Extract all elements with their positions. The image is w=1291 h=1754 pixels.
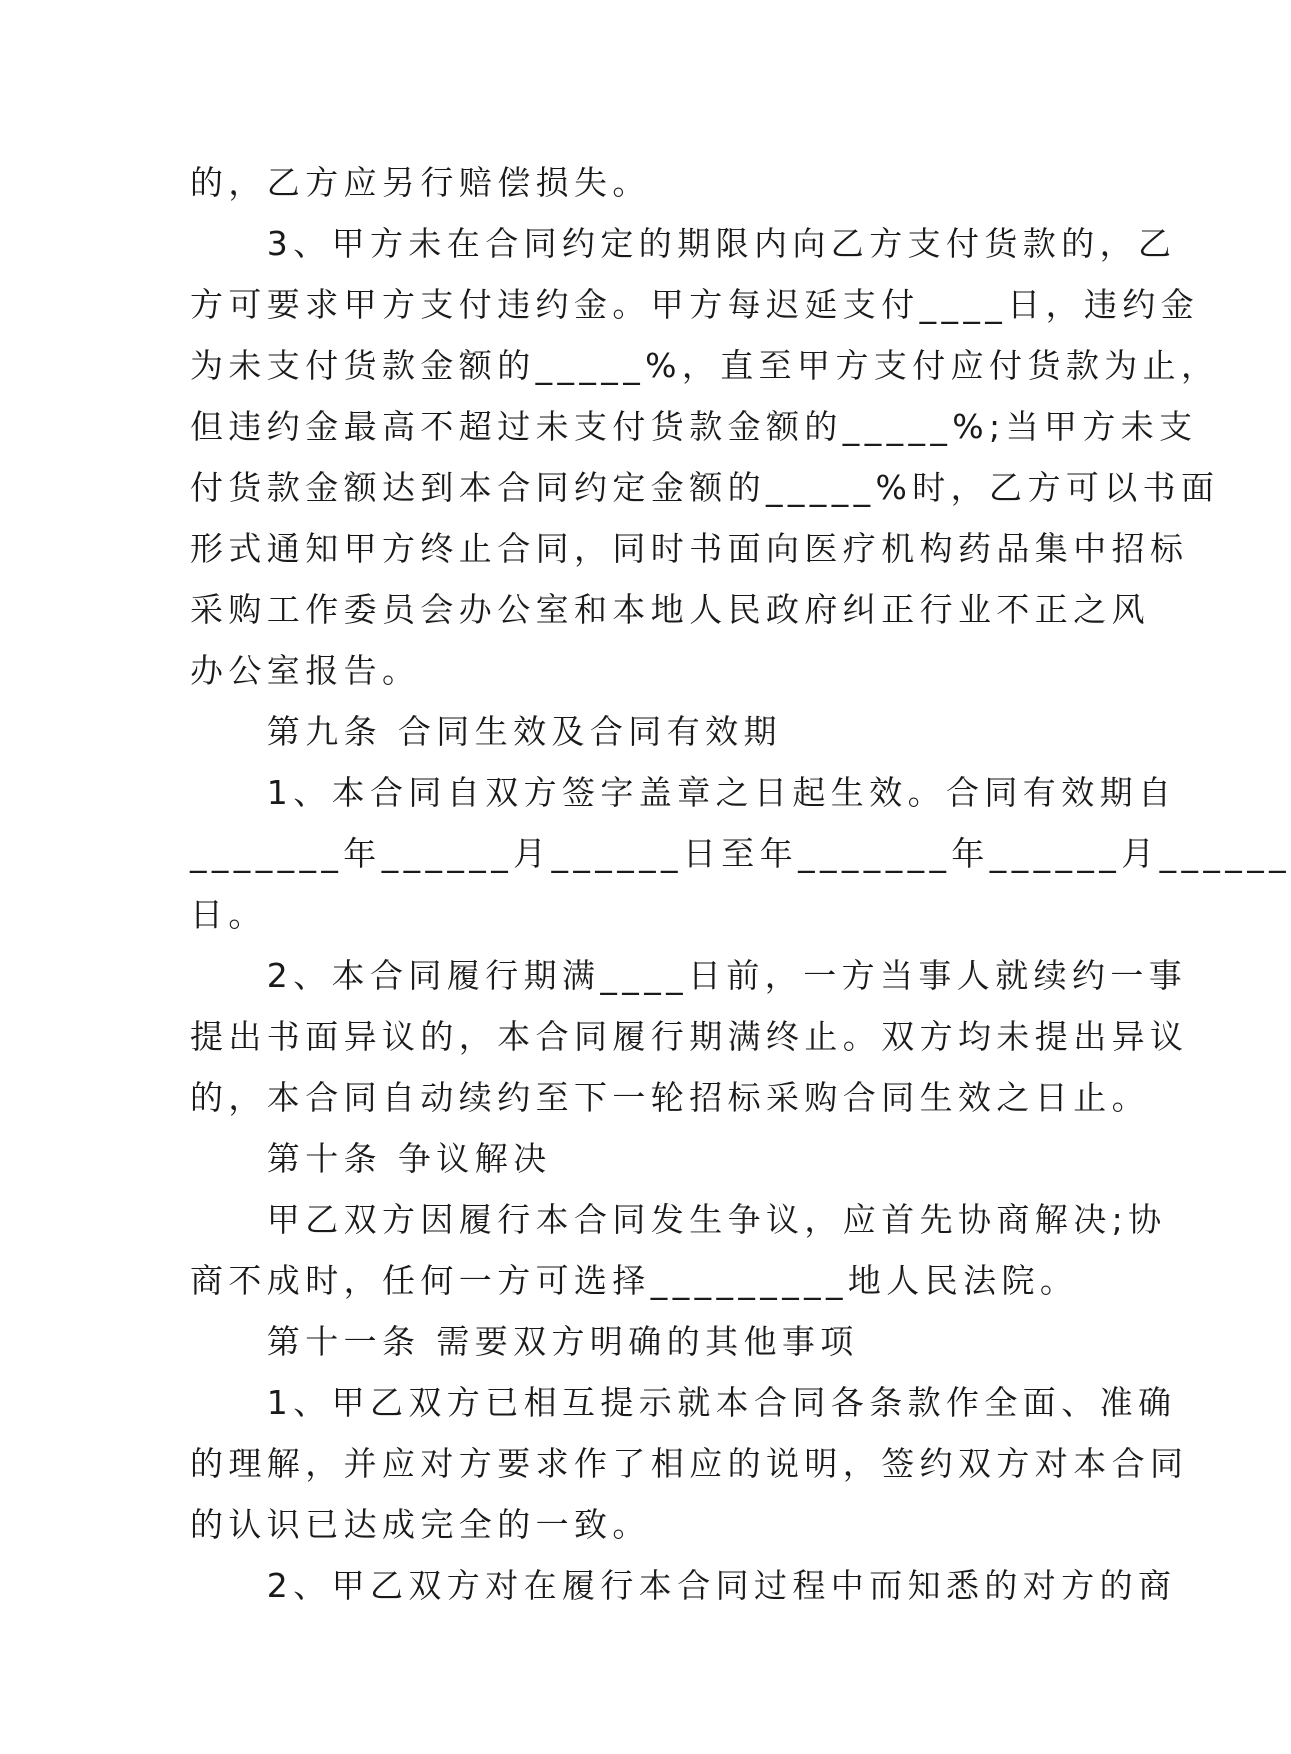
text-line: 的，乙方应另行赔偿损失。 xyxy=(190,163,651,202)
text-line: 的认识已达成完全的一致。 xyxy=(190,1505,651,1544)
text-line: 为未支付货款金额的_____%，直至甲方支付应付货款为止， xyxy=(190,346,1220,385)
text-line: 2、本合同履行期满____日前，一方当事人就续约一事 xyxy=(190,956,1188,995)
text-line: 付货款金额达到本合同约定金额的_____%时，乙方可以书面 xyxy=(190,468,1220,507)
text-line: 的理解，并应对方要求作了相应的说明，签约双方对本合同 xyxy=(190,1444,1189,1483)
text-line: 甲乙双方因履行本合同发生争议，应首先协商解决;协 xyxy=(190,1200,1167,1239)
text-line: 1、本合同自双方签字盖章之日起生效。合同有效期自 xyxy=(190,773,1177,812)
text-line: 的，本合同自动续约至下一轮招标采购合同生效之日止。 xyxy=(190,1078,1150,1117)
section-heading: 第十条 争议解决 xyxy=(190,1139,552,1178)
text-line: 3、甲方未在合同约定的期限内向乙方支付货款的，乙 xyxy=(190,224,1177,263)
text-line: _______年______月______日至年_______年______月______ xyxy=(190,834,1291,873)
text-line: 方可要求甲方支付违约金。甲方每迟延支付____日，违约金 xyxy=(190,285,1200,324)
text-line: 采购工作委员会办公室和本地人民政府纠正行业不正之风 xyxy=(190,590,1150,629)
section-heading: 第九条 合同生效及合同有效期 xyxy=(190,712,782,751)
text-line: 但违约金最高不超过未支付货款金额的_____%;当甲方未支 xyxy=(190,407,1198,446)
text-line: 1、甲乙双方已相互提示就本合同各条款作全面、准确 xyxy=(190,1383,1177,1422)
text-line: 提出书面异议的，本合同履行期满终止。双方均未提出异议 xyxy=(190,1017,1189,1056)
section-heading: 第十一条 需要双方明确的其他事项 xyxy=(190,1322,859,1361)
document-page xyxy=(190,152,1291,1616)
text-line: 商不成时，任何一方可选择_________地人民法院。 xyxy=(190,1261,1079,1300)
text-line: 形式通知甲方终止合同，同时书面向医疗机构药品集中招标 xyxy=(190,529,1189,568)
text-line: 日。 xyxy=(190,895,267,934)
text-line: 2、甲乙双方对在履行本合同过程中而知悉的对方的商 xyxy=(190,1566,1177,1605)
text-line: 办公室报告。 xyxy=(190,651,421,690)
